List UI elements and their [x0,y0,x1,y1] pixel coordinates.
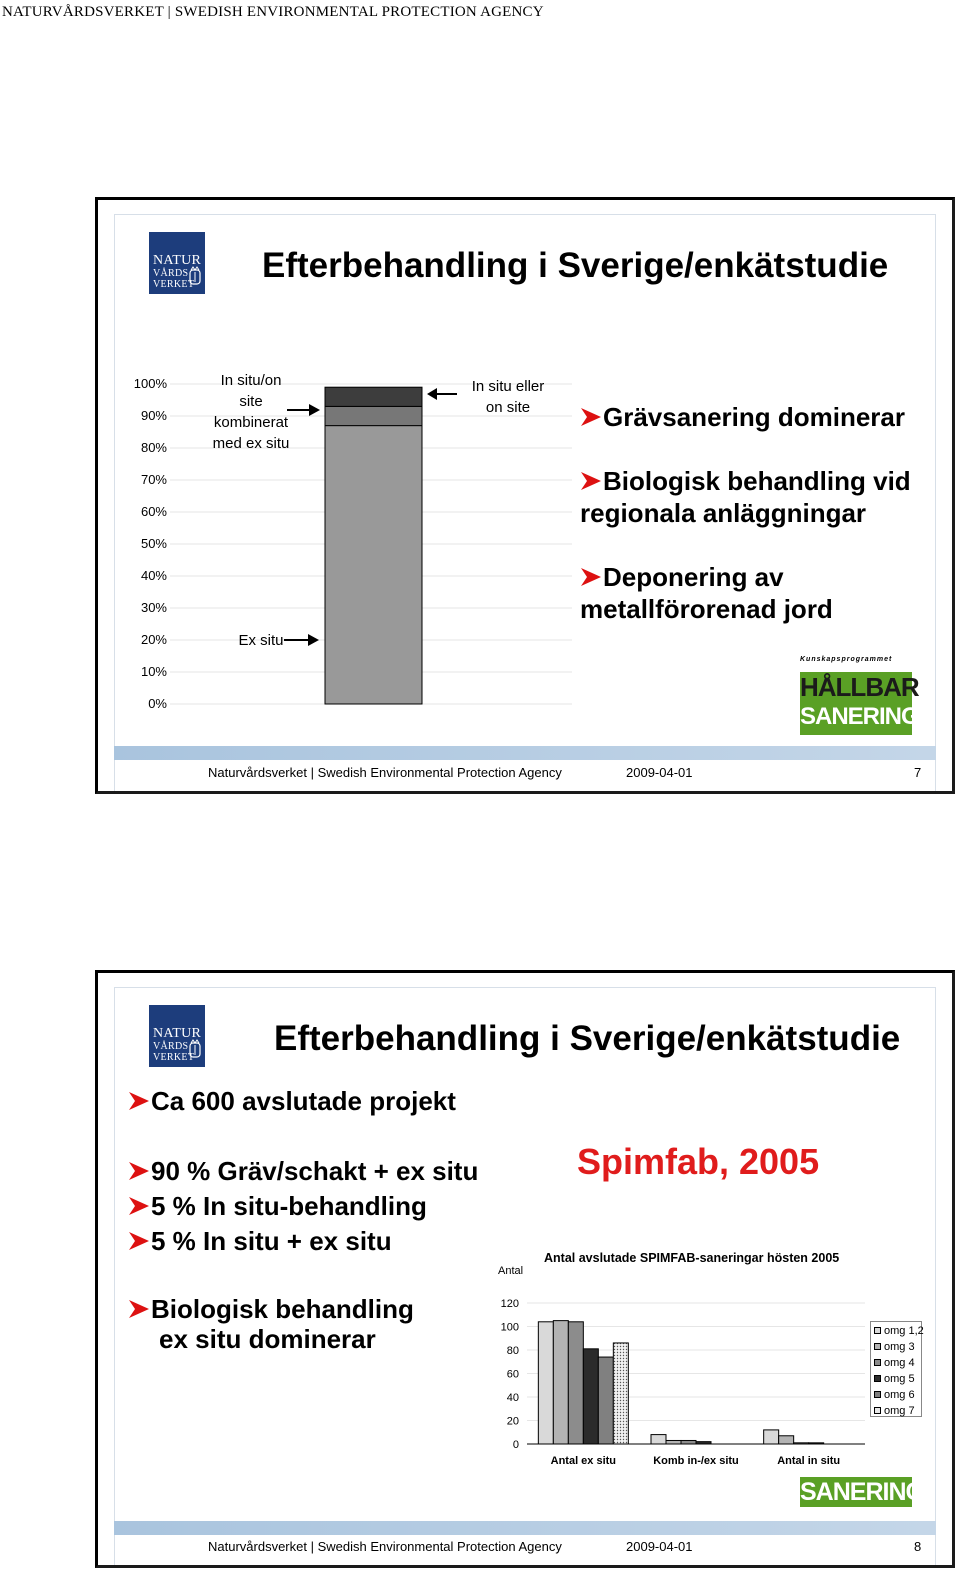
y-tick-label: 40 [506,1392,519,1404]
arrow-right-icon [287,403,321,417]
bullet-text: Ca 600 avslutade projekt [151,1086,456,1116]
legend-item [874,1373,915,1385]
legend-item [874,1357,915,1369]
annotation-combined-line2: site [239,393,263,410]
legend-label: omg 4 [884,1357,915,1369]
legend-label: omg 7 [884,1405,915,1417]
legend-label: omg 6 [884,1389,915,1401]
bullet-text-continued: ex situ dominerar [159,1324,376,1354]
x-category-label: Antal ex situ [550,1455,617,1467]
legend-swatch [874,1391,881,1398]
sanering-logo [800,1477,924,1507]
x-category-label: Komb in-/ex situ [653,1455,739,1467]
bar [538,1322,553,1444]
y-tick-label: 70% [140,472,167,487]
bullet-text: Deponering av [603,562,784,592]
y-tick-label: 60 [506,1368,519,1381]
y-tick-label: 100% [133,376,167,391]
logo-line1: NATUR [153,253,202,268]
annotation-exsitu: Ex situ [238,632,284,649]
bar [696,1442,711,1444]
naturvardsverket-logo [149,1005,205,1067]
bullet-projekt [128,1086,456,1117]
bullet-deponering [580,561,833,625]
legend-item [874,1405,915,1417]
annotation-combined-line3: kombinerat [213,414,289,431]
bar [794,1443,809,1444]
slide-7 [95,197,955,794]
stacked-bar-segment [325,426,422,704]
legend-item [874,1389,915,1401]
y-tick-label: 100 [500,1321,519,1334]
bar [651,1435,666,1444]
bullet-arrow-icon [580,566,602,588]
annotation-insitu-line1: In situ eller [471,378,545,395]
legend-swatch [874,1327,881,1334]
bullet-arrow-icon [580,470,602,492]
bullet-text: 90 % Gräv/schakt + ex situ [151,1156,479,1186]
footer-bar [114,1521,936,1535]
bar [809,1443,824,1444]
slide-7-title: Efterbehandling i Sverige/enkätstudie [262,246,889,285]
hallbar-line1: HÅLLBAR [800,672,919,702]
bullet-text: 5 % In situ + ex situ [151,1226,392,1256]
bar [613,1343,628,1444]
page-number: 8 [914,1539,922,1554]
bullet-gravsanering [580,402,905,433]
bullet-insitu-exsitu [128,1226,392,1257]
logo-line1: NATUR [153,1026,202,1041]
bullet-text: Biologisk behandling [151,1294,414,1324]
crest-icon [188,266,202,288]
logo-line3: VERKET [153,1052,195,1063]
bar [666,1440,681,1444]
page-header: NATURVÅRDSVERKET | SWEDISH ENVIRONMENTAL PROTECTION AGENCY [2,4,544,20]
bar [583,1349,598,1444]
bullet-arrow-icon [128,1195,150,1217]
y-tick-label: 120 [500,1298,519,1310]
x-category-label: Antal in situ [777,1455,841,1467]
bar [681,1440,696,1444]
legend-swatch [874,1343,881,1350]
footer-agency: Naturvårdsverket | Swedish Environmental Protection Agency [208,765,562,780]
y-tick-label: 90% [140,408,167,423]
legend-item [874,1341,915,1353]
y-tick-label: 0 [512,1439,519,1451]
bullet-text: Biologisk behandling vid [603,466,911,496]
logo-line2: VÅRDS [153,1041,189,1052]
naturvardsverket-logo [149,232,205,294]
spimfab-heading: Spimfab, 2005 [577,1141,820,1182]
sanering-logo-text: SANERING [800,1478,924,1506]
bullet-insitu-behandling [128,1191,427,1222]
hallbar-caption: Kunskapsprogrammet [800,656,893,663]
footer-date: 2009-04-01 [626,1539,693,1554]
bullet-arrow-icon [128,1298,150,1320]
legend-swatch [874,1359,881,1366]
legend-swatch [874,1375,881,1382]
footer-bar [114,746,936,760]
chart-title: Antal avslutade SPIMFAB-saneringar hösten 2005 [544,1251,840,1265]
y-tick-label: 40% [140,568,167,583]
bullet-biologisk-exsitu [128,1294,414,1354]
bar [779,1436,794,1444]
stacked-bar-segment [325,406,422,425]
bullet-arrow-icon [128,1160,150,1182]
y-tick-label: 60% [140,504,167,519]
bar [553,1321,568,1444]
legend-label: omg 1,2 [884,1325,924,1337]
slide-8-title: Efterbehandling i Sverige/enkätstudie [274,1019,901,1058]
annotation-combined-line1: In situ/on [220,372,282,389]
y-tick-label: 80% [140,440,167,455]
y-tick-label: 10% [140,664,167,679]
bullet-arrow-icon [128,1230,150,1252]
hallbar-sanering-logo [798,656,918,736]
grouped-bar-chart [493,1273,873,1473]
slide-8 [95,970,955,1568]
bar [568,1322,583,1444]
bullet-text-continued: regionala anläggningar [580,498,867,528]
annotation-insitu [458,376,558,418]
bullet-text: 5 % In situ-behandling [151,1191,427,1221]
annotation-combined-line4: med ex situ [212,435,290,452]
bullet-text: Grävsanering dominerar [603,402,905,432]
legend-item [874,1325,924,1337]
bullet-arrow-icon [128,1090,150,1112]
footer-agency: Naturvårdsverket | Swedish Environmental Protection Agency [208,1539,562,1554]
arrow-left-icon [427,387,457,401]
bar [598,1357,613,1444]
hallbar-badge [800,672,919,735]
legend-swatch [874,1407,881,1414]
bullet-arrow-icon [580,406,602,428]
bullet-biologisk [580,465,911,529]
bar [764,1430,779,1444]
logo-line2: VÅRDS [153,268,189,279]
chart-ylabel: Antal [498,1265,524,1277]
bullet-grav-schakt [128,1156,478,1187]
hallbar-line2: SANERING [800,703,919,730]
legend-label: omg 3 [884,1341,915,1353]
y-tick-label: 80 [506,1345,519,1357]
y-tick-label: 50% [140,536,167,551]
y-tick-label: 0% [148,696,167,711]
legend-label: omg 5 [884,1373,915,1385]
logo-line3: VERKET [153,279,195,290]
arrow-right-icon [284,633,320,647]
stacked-bar-segment [325,387,422,406]
page-number: 7 [914,765,922,780]
y-tick-label: 30% [140,600,167,615]
annotation-insitu-line2: on site [485,399,531,416]
footer-date: 2009-04-01 [626,765,693,780]
y-tick-label: 20% [140,632,167,647]
crest-icon [188,1039,202,1061]
bullet-text-continued: metallförorenad jord [580,594,833,624]
chart-legend [870,1321,922,1417]
y-tick-label: 20 [506,1415,519,1428]
